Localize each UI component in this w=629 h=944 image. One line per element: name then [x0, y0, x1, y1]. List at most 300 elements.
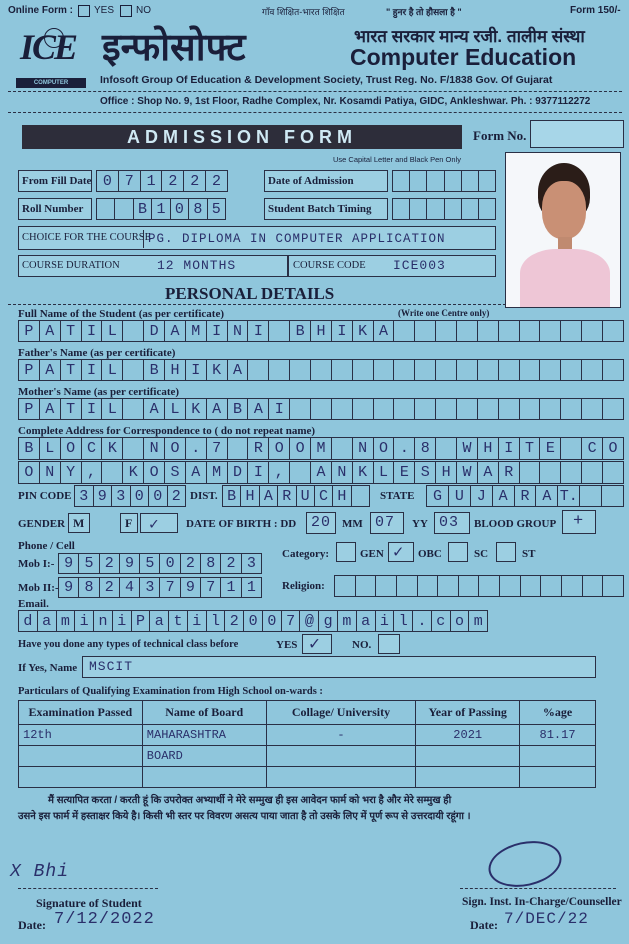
- email-cell[interactable]: o: [451, 610, 470, 632]
- full-name-cell[interactable]: P: [18, 320, 40, 342]
- mother-name-cell[interactable]: [394, 398, 415, 420]
- address-cell[interactable]: R: [248, 437, 269, 460]
- table-cell[interactable]: [19, 767, 143, 788]
- batch-cell[interactable]: [462, 198, 479, 220]
- dist-cell[interactable]: B: [222, 485, 241, 507]
- email-cell[interactable]: l: [207, 610, 226, 632]
- dob-yy-value[interactable]: 03: [439, 514, 460, 531]
- duration-row[interactable]: [18, 255, 288, 277]
- mother-name-cell[interactable]: B: [228, 398, 249, 420]
- father-name-cell[interactable]: [311, 359, 332, 381]
- address-cell[interactable]: I: [499, 437, 520, 460]
- mob2-cell[interactable]: 9: [181, 577, 201, 598]
- full-name-cell[interactable]: L: [102, 320, 123, 342]
- father-name-cell[interactable]: [582, 359, 603, 381]
- mob2-cells[interactable]: [58, 577, 262, 598]
- admission-date-cell[interactable]: [462, 170, 479, 192]
- religion-cell[interactable]: [603, 575, 624, 597]
- address-cell[interactable]: [332, 437, 353, 460]
- state-cells[interactable]: [426, 485, 624, 507]
- table-cell[interactable]: [142, 767, 266, 788]
- email-cell[interactable]: 0: [263, 610, 282, 632]
- religion-cell[interactable]: [334, 575, 356, 597]
- address-cell[interactable]: S: [165, 461, 186, 484]
- mother-name-cell[interactable]: [290, 398, 311, 420]
- religion-cell[interactable]: [521, 575, 542, 597]
- address-cell[interactable]: N: [40, 461, 61, 484]
- full-name-cell[interactable]: I: [82, 320, 103, 342]
- mother-name-cell[interactable]: [603, 398, 624, 420]
- father-name-cell[interactable]: P: [18, 359, 40, 381]
- mob1-cell[interactable]: 5: [79, 553, 99, 574]
- batch-cell[interactable]: [410, 198, 427, 220]
- address-cell[interactable]: M: [207, 461, 228, 484]
- table-cell[interactable]: [266, 767, 416, 788]
- address-cell[interactable]: [561, 437, 582, 460]
- full-name-cell[interactable]: I: [332, 320, 353, 342]
- mob1-cell[interactable]: 3: [242, 553, 262, 574]
- mob2-cell[interactable]: 1: [221, 577, 241, 598]
- form-no-field[interactable]: [530, 120, 624, 148]
- mob2-cell[interactable]: 4: [120, 577, 140, 598]
- address-cell[interactable]: [582, 461, 603, 484]
- address-cell[interactable]: [561, 461, 582, 484]
- address-cell[interactable]: E: [540, 437, 561, 460]
- full-name-cell[interactable]: [269, 320, 290, 342]
- mother-name-cell[interactable]: L: [102, 398, 123, 420]
- roll-cell[interactable]: B: [134, 198, 152, 220]
- mob1-cell[interactable]: 8: [201, 553, 221, 574]
- email-cell[interactable]: @: [300, 610, 319, 632]
- state-cell[interactable]: G: [426, 485, 449, 507]
- address-cell[interactable]: H: [478, 437, 499, 460]
- mob1-cells[interactable]: [58, 553, 262, 574]
- full-name-cell[interactable]: [123, 320, 144, 342]
- mob1-cell[interactable]: 2: [221, 553, 241, 574]
- address-cell[interactable]: N: [144, 437, 165, 460]
- address-cell[interactable]: [520, 461, 541, 484]
- mother-name-cell[interactable]: A: [248, 398, 269, 420]
- dob-dd-box[interactable]: [306, 512, 336, 534]
- address-cell[interactable]: O: [61, 437, 82, 460]
- email-cell[interactable]: a: [38, 610, 57, 632]
- fill-date-cells[interactable]: [96, 170, 228, 192]
- mob2-cell[interactable]: 7: [160, 577, 180, 598]
- tech-no-checkbox[interactable]: [378, 634, 400, 654]
- address-cell[interactable]: [436, 437, 457, 460]
- mother-name-cell[interactable]: A: [40, 398, 61, 420]
- roll-cell[interactable]: 5: [208, 198, 226, 220]
- dist-cell[interactable]: A: [260, 485, 278, 507]
- gender-male-box[interactable]: [68, 513, 90, 533]
- address-cell[interactable]: .: [186, 437, 207, 460]
- father-name-cell[interactable]: [499, 359, 520, 381]
- mother-name-cell[interactable]: P: [18, 398, 40, 420]
- pin-cell[interactable]: 0: [149, 485, 168, 507]
- religion-cell[interactable]: [459, 575, 480, 597]
- email-cell[interactable]: a: [357, 610, 376, 632]
- address-cell[interactable]: O: [290, 437, 311, 460]
- email-cell[interactable]: a: [150, 610, 169, 632]
- address-cell[interactable]: 7: [207, 437, 228, 460]
- email-cell[interactable]: i: [75, 610, 94, 632]
- religion-cell[interactable]: [479, 575, 500, 597]
- father-name-cell[interactable]: [603, 359, 624, 381]
- address-cell[interactable]: K: [102, 437, 123, 460]
- mob1-cell[interactable]: 0: [160, 553, 180, 574]
- mother-name-cell[interactable]: [540, 398, 561, 420]
- mob2-cell[interactable]: 7: [201, 577, 221, 598]
- address-cell[interactable]: I: [248, 461, 269, 484]
- roll-number-cells[interactable]: [96, 198, 226, 220]
- father-name-cell[interactable]: [561, 359, 582, 381]
- full-name-cell[interactable]: I: [248, 320, 269, 342]
- mob1-cell[interactable]: 9: [120, 553, 140, 574]
- full-name-cell[interactable]: A: [165, 320, 186, 342]
- email-cell[interactable]: P: [132, 610, 151, 632]
- table-cell[interactable]: [19, 746, 143, 767]
- mob1-cell[interactable]: 2: [181, 553, 201, 574]
- address-cell[interactable]: C: [582, 437, 603, 460]
- address-cell[interactable]: W: [457, 461, 478, 484]
- father-name-cell[interactable]: [332, 359, 353, 381]
- state-cell[interactable]: U: [449, 485, 471, 507]
- address-cell[interactable]: [290, 461, 311, 484]
- email-cell[interactable]: 2: [225, 610, 244, 632]
- religion-cell[interactable]: [583, 575, 604, 597]
- address-cell[interactable]: C: [82, 437, 103, 460]
- roll-cell[interactable]: [96, 198, 115, 220]
- address-cell[interactable]: ,: [269, 461, 290, 484]
- address-line2-cells[interactable]: [18, 461, 624, 484]
- dist-cell[interactable]: H: [333, 485, 351, 507]
- father-name-cell[interactable]: [540, 359, 561, 381]
- address-cell[interactable]: .: [394, 437, 415, 460]
- full-name-cell[interactable]: [394, 320, 415, 342]
- address-cell[interactable]: W: [457, 437, 478, 460]
- admission-date-cell[interactable]: [479, 170, 496, 192]
- admission-date-cell[interactable]: [427, 170, 444, 192]
- father-name-cell[interactable]: [415, 359, 436, 381]
- pin-cell[interactable]: 9: [94, 485, 113, 507]
- state-cell[interactable]: T.: [558, 485, 580, 507]
- table-cell[interactable]: [416, 746, 520, 767]
- religion-cell[interactable]: [500, 575, 521, 597]
- blood-group-value[interactable]: +: [573, 512, 585, 531]
- full-name-cell[interactable]: [457, 320, 478, 342]
- father-name-cell[interactable]: [269, 359, 290, 381]
- if-yes-field[interactable]: [82, 656, 596, 678]
- mother-name-cell[interactable]: [561, 398, 582, 420]
- address-cell[interactable]: 8: [415, 437, 436, 460]
- address-cell[interactable]: O: [374, 437, 395, 460]
- state-cell[interactable]: [602, 485, 624, 507]
- email-cell[interactable]: c: [432, 610, 451, 632]
- email-cell[interactable]: i: [188, 610, 207, 632]
- address-cell[interactable]: O: [269, 437, 290, 460]
- address-cell[interactable]: B: [18, 437, 40, 460]
- online-no-checkbox[interactable]: [120, 5, 132, 17]
- state-cell[interactable]: R: [515, 485, 537, 507]
- email-cell[interactable]: d: [18, 610, 38, 632]
- father-name-cells[interactable]: [18, 359, 624, 381]
- fill-date-cell[interactable]: 2: [184, 170, 206, 192]
- fill-date-cell[interactable]: 1: [141, 170, 163, 192]
- address-cell[interactable]: M: [311, 437, 332, 460]
- batch-cell[interactable]: [479, 198, 496, 220]
- admission-date-cells[interactable]: [392, 170, 496, 192]
- roll-cell[interactable]: 1: [152, 198, 170, 220]
- admission-date-cell[interactable]: [445, 170, 462, 192]
- table-cell[interactable]: [416, 767, 520, 788]
- state-cell[interactable]: A: [493, 485, 515, 507]
- email-cell[interactable]: l: [394, 610, 413, 632]
- full-name-cell[interactable]: M: [186, 320, 207, 342]
- father-name-cell[interactable]: K: [207, 359, 228, 381]
- father-name-cell[interactable]: L: [102, 359, 123, 381]
- mob2-cell[interactable]: 2: [100, 577, 120, 598]
- address-cell[interactable]: [123, 437, 144, 460]
- father-name-cell[interactable]: [353, 359, 374, 381]
- email-cell[interactable]: t: [169, 610, 188, 632]
- full-name-cell[interactable]: A: [374, 320, 395, 342]
- table-cell[interactable]: 12th: [19, 725, 143, 746]
- address-cell[interactable]: O: [603, 437, 624, 460]
- pin-cell[interactable]: 3: [74, 485, 94, 507]
- address-cell[interactable]: [228, 437, 249, 460]
- full-name-cell[interactable]: B: [290, 320, 311, 342]
- fill-date-cell[interactable]: 2: [206, 170, 228, 192]
- mother-name-cell[interactable]: [353, 398, 374, 420]
- religion-cells[interactable]: [334, 575, 624, 597]
- table-cell[interactable]: MAHARASHTRA: [142, 725, 266, 746]
- full-name-cell[interactable]: I: [207, 320, 228, 342]
- mother-name-cell[interactable]: [436, 398, 457, 420]
- table-cell[interactable]: [520, 746, 596, 767]
- mob2-cell[interactable]: 9: [58, 577, 79, 598]
- dist-cell[interactable]: R: [278, 485, 296, 507]
- mob2-cell[interactable]: 8: [79, 577, 99, 598]
- mother-name-cell[interactable]: K: [186, 398, 207, 420]
- full-name-cell[interactable]: [478, 320, 499, 342]
- address-cell[interactable]: D: [228, 461, 249, 484]
- mother-name-cell[interactable]: [311, 398, 332, 420]
- full-name-cell[interactable]: [436, 320, 457, 342]
- state-cell[interactable]: [580, 485, 602, 507]
- father-name-cell[interactable]: [394, 359, 415, 381]
- address-cell[interactable]: T: [520, 437, 541, 460]
- full-name-cell[interactable]: [499, 320, 520, 342]
- fill-date-cell[interactable]: 7: [119, 170, 141, 192]
- roll-cell[interactable]: 8: [189, 198, 207, 220]
- dist-cells[interactable]: [222, 485, 370, 507]
- table-cell[interactable]: [266, 746, 416, 767]
- address-cell[interactable]: O: [144, 461, 165, 484]
- father-name-cell[interactable]: [123, 359, 144, 381]
- religion-cell[interactable]: [438, 575, 459, 597]
- father-name-cell[interactable]: [457, 359, 478, 381]
- mob1-cell[interactable]: 9: [58, 553, 79, 574]
- course-code-value[interactable]: ICE003: [393, 258, 446, 273]
- address-cell[interactable]: [603, 461, 624, 484]
- address-cell[interactable]: A: [311, 461, 332, 484]
- batch-cell[interactable]: [427, 198, 444, 220]
- full-name-cell[interactable]: K: [353, 320, 374, 342]
- pin-cell[interactable]: 3: [112, 485, 131, 507]
- address-cell[interactable]: R: [499, 461, 520, 484]
- address-cell[interactable]: A: [186, 461, 207, 484]
- dob-yy-box[interactable]: [434, 512, 470, 534]
- mob2-cell[interactable]: 1: [242, 577, 262, 598]
- state-cell[interactable]: A: [536, 485, 558, 507]
- roll-cell[interactable]: [115, 198, 133, 220]
- father-name-cell[interactable]: [478, 359, 499, 381]
- religion-cell[interactable]: [562, 575, 583, 597]
- online-yes-checkbox[interactable]: [78, 5, 90, 17]
- email-cells[interactable]: [18, 610, 488, 632]
- full-name-cell[interactable]: N: [228, 320, 249, 342]
- blood-group-box[interactable]: [562, 510, 596, 534]
- mother-name-cell[interactable]: L: [165, 398, 186, 420]
- dist-cell[interactable]: H: [241, 485, 259, 507]
- mother-name-cell[interactable]: T: [61, 398, 82, 420]
- address-cell[interactable]: [540, 461, 561, 484]
- mother-name-cell[interactable]: [457, 398, 478, 420]
- address-cell[interactable]: ,: [82, 461, 103, 484]
- email-cell[interactable]: 0: [244, 610, 263, 632]
- table-cell[interactable]: 2021: [416, 725, 520, 746]
- batch-timing-cells[interactable]: [392, 198, 496, 220]
- mother-name-cell[interactable]: [520, 398, 541, 420]
- mother-name-cell[interactable]: [582, 398, 603, 420]
- gender-female-box[interactable]: [140, 513, 178, 533]
- full-name-cell[interactable]: [540, 320, 561, 342]
- full-name-cell[interactable]: D: [144, 320, 165, 342]
- mob1-cell[interactable]: 5: [140, 553, 160, 574]
- batch-cell[interactable]: [445, 198, 462, 220]
- address-cell[interactable]: E: [394, 461, 415, 484]
- address-cell[interactable]: A: [478, 461, 499, 484]
- admission-date-cell[interactable]: [392, 170, 410, 192]
- religion-cell[interactable]: [397, 575, 418, 597]
- mob1-cell[interactable]: 2: [100, 553, 120, 574]
- table-cell[interactable]: 81.17: [520, 725, 596, 746]
- address-cell[interactable]: O: [18, 461, 40, 484]
- dob-dd-value[interactable]: 20: [311, 514, 332, 531]
- address-cell[interactable]: N: [353, 437, 374, 460]
- duration-value[interactable]: 12 MONTHS: [157, 258, 237, 273]
- dist-cell[interactable]: C: [315, 485, 333, 507]
- course-choice-row[interactable]: [18, 226, 496, 250]
- pin-cell[interactable]: 2: [168, 485, 187, 507]
- email-cell[interactable]: 7: [282, 610, 301, 632]
- category-st-checkbox[interactable]: [496, 542, 516, 562]
- mother-name-cell[interactable]: [478, 398, 499, 420]
- religion-cell[interactable]: [376, 575, 397, 597]
- dist-cell[interactable]: U: [297, 485, 315, 507]
- email-cell[interactable]: i: [113, 610, 132, 632]
- category-sc-checkbox[interactable]: [448, 542, 468, 562]
- email-cell[interactable]: i: [376, 610, 395, 632]
- mother-name-cell[interactable]: [499, 398, 520, 420]
- dist-cell[interactable]: [352, 485, 370, 507]
- email-cell[interactable]: m: [469, 610, 488, 632]
- full-name-cell[interactable]: [415, 320, 436, 342]
- dob-mm-box[interactable]: [370, 512, 404, 534]
- father-name-cell[interactable]: [436, 359, 457, 381]
- mother-name-cell[interactable]: [332, 398, 353, 420]
- tech-yes-checkbox[interactable]: [302, 634, 332, 654]
- state-cell[interactable]: J: [471, 485, 493, 507]
- course-choice-value[interactable]: PG. DIPLOMA IN COMPUTER APPLICATION: [143, 230, 446, 248]
- father-name-cell[interactable]: I: [186, 359, 207, 381]
- mother-name-cell[interactable]: [415, 398, 436, 420]
- category-obc-checkbox[interactable]: [388, 542, 414, 562]
- table-cell[interactable]: BOARD: [142, 746, 266, 767]
- mother-name-cell[interactable]: A: [207, 398, 228, 420]
- mother-name-cell[interactable]: A: [144, 398, 165, 420]
- father-name-cell[interactable]: I: [82, 359, 103, 381]
- full-name-cell[interactable]: [603, 320, 624, 342]
- full-name-cell[interactable]: [561, 320, 582, 342]
- full-name-cell[interactable]: H: [311, 320, 332, 342]
- address-cell[interactable]: O: [165, 437, 186, 460]
- category-gen-checkbox[interactable]: [336, 542, 356, 562]
- full-name-cell[interactable]: T: [61, 320, 82, 342]
- course-code-row[interactable]: [288, 255, 496, 277]
- fill-date-cell[interactable]: 2: [162, 170, 184, 192]
- address-cell[interactable]: S: [415, 461, 436, 484]
- full-name-cells[interactable]: [18, 320, 624, 342]
- pin-code-cells[interactable]: [74, 485, 186, 507]
- address-line1-cells[interactable]: [18, 437, 624, 460]
- mother-name-cell[interactable]: I: [269, 398, 290, 420]
- address-cell[interactable]: L: [40, 437, 61, 460]
- address-cell[interactable]: N: [332, 461, 353, 484]
- mob2-cell[interactable]: 3: [140, 577, 160, 598]
- father-name-cell[interactable]: [374, 359, 395, 381]
- mother-name-cell[interactable]: I: [82, 398, 103, 420]
- mother-name-cells[interactable]: [18, 398, 624, 420]
- father-name-cell[interactable]: [520, 359, 541, 381]
- table-cell[interactable]: -: [266, 725, 416, 746]
- father-name-cell[interactable]: A: [228, 359, 249, 381]
- dob-mm-value[interactable]: 07: [375, 514, 396, 531]
- address-cell[interactable]: L: [374, 461, 395, 484]
- batch-cell[interactable]: [392, 198, 410, 220]
- father-name-cell[interactable]: T: [61, 359, 82, 381]
- father-name-cell[interactable]: [248, 359, 269, 381]
- email-cell[interactable]: m: [57, 610, 76, 632]
- religion-cell[interactable]: [418, 575, 439, 597]
- full-name-cell[interactable]: A: [40, 320, 61, 342]
- table-cell[interactable]: [520, 767, 596, 788]
- mother-name-cell[interactable]: [123, 398, 144, 420]
- address-cell[interactable]: K: [353, 461, 374, 484]
- if-yes-value[interactable]: MSCIT: [89, 659, 134, 674]
- address-cell[interactable]: Y: [61, 461, 82, 484]
- email-cell[interactable]: m: [338, 610, 357, 632]
- address-cell[interactable]: [102, 461, 123, 484]
- pin-cell[interactable]: 0: [131, 485, 150, 507]
- full-name-cell[interactable]: [582, 320, 603, 342]
- email-cell[interactable]: n: [94, 610, 113, 632]
- father-name-cell[interactable]: A: [40, 359, 61, 381]
- email-cell[interactable]: g: [319, 610, 338, 632]
- admission-date-cell[interactable]: [410, 170, 427, 192]
- religion-cell[interactable]: [356, 575, 377, 597]
- roll-cell[interactable]: 0: [171, 198, 189, 220]
